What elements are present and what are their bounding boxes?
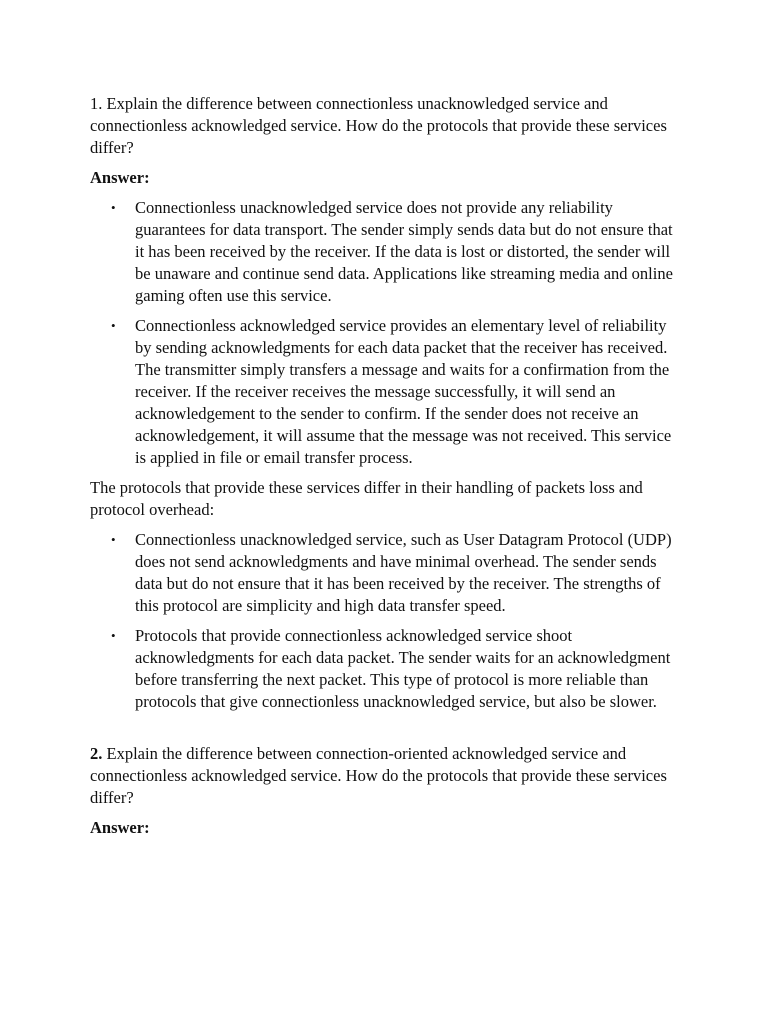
bullet-icon: • [111, 628, 116, 643]
question-1 [90, 93, 685, 159]
list-item [90, 315, 685, 469]
answer-1-bullet-list [90, 197, 685, 469]
answer-2-label: Answer: [90, 818, 150, 837]
question-2-text: Explain the difference between connection-oriented acknowledged service and connectionless acknowledged service. How do the protocols that provide these services differ? [90, 744, 667, 807]
answer-1-label: Answer: [90, 168, 150, 187]
bullet-text: Connectionless unacknowledged service, such as User Datagram Protocol (UDP) does not send acknowledgments and have minimal overhead. The sender sends data but do not ensure that it has been received by the receiver. The strengths of this protocol are simplicity and high data transfer speed. [135, 530, 672, 615]
section-spacer [90, 721, 685, 743]
protocols-intro: The protocols that provide these services differ in their handling of packets loss and protocol overhead: [90, 478, 643, 519]
bullet-icon: • [111, 532, 116, 547]
bullet-icon: • [111, 318, 116, 333]
protocols-bullet-list [90, 529, 685, 713]
list-item [90, 529, 685, 617]
question-1-number: 1. [90, 94, 103, 113]
question-2 [90, 743, 685, 809]
bullet-icon: • [111, 200, 116, 215]
document-page [90, 93, 685, 847]
list-item [90, 625, 685, 713]
bullet-text: Protocols that provide connectionless acknowledged service shoot acknowledgments for each data packet. The sender waits for an acknowledgment before transferring the next packet. This type of protocol is more reliable than protocols that give connectionless unacknowledged service, but also be slower. [135, 626, 671, 711]
bullet-text: Connectionless unacknowledged service does not provide any reliability guarantees for data transport. The sender simply sends data but do not ensure that it has been received by the receiver. If the data is lost or distorted, the sender will be unaware and continue send data. Applications like streaming media and online gaming often use this service. [135, 198, 673, 305]
question-2-number: 2. [90, 744, 103, 763]
bullet-text: Connectionless acknowledged service provides an elementary level of reliability by sending acknowledgments for each data packet that the receiver has received. The transmitter simply transfers a message and waits for a confirmation from the receiver. If the receiver receives the message successfully, it will send an acknowledgement to the sender to confirm. If the sender does not receive an acknowledgement, it will assume that the message was not received. This service is applied in file or email transfer process. [135, 316, 672, 467]
question-1-text: Explain the difference between connectionless unacknowledged service and connectionless acknowledged service. How do the protocols that provide these services differ? [90, 94, 667, 157]
list-item [90, 197, 685, 307]
